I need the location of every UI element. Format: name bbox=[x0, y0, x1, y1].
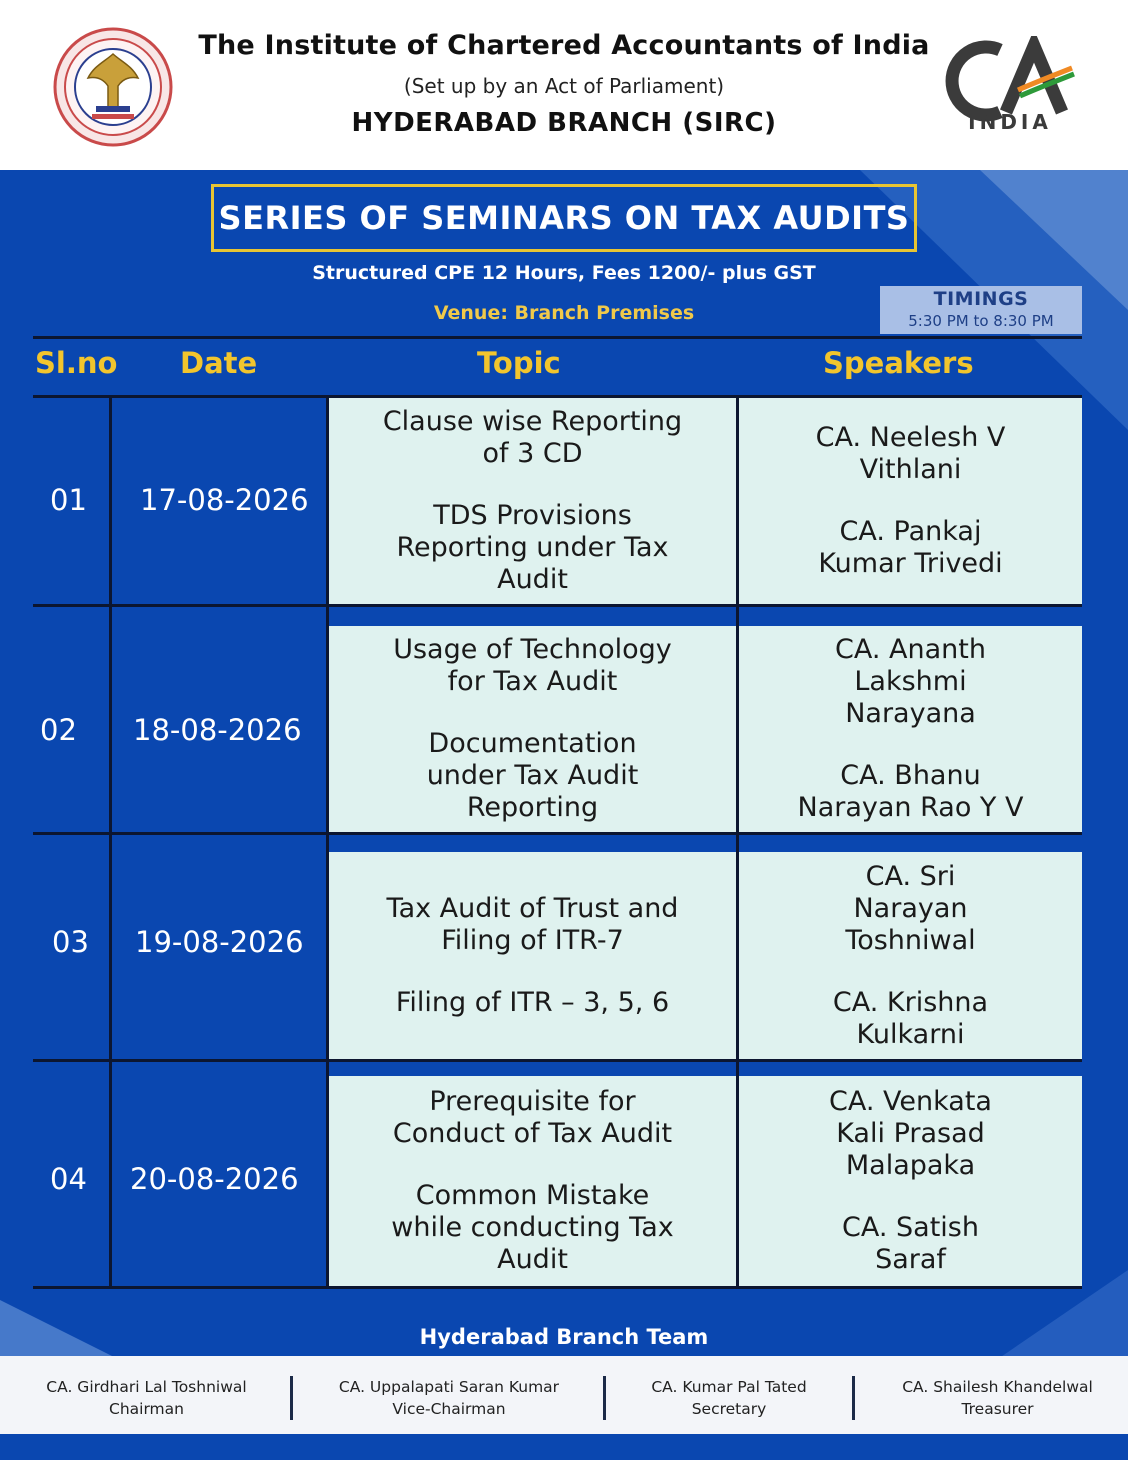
topic-line: Reporting under Tax bbox=[396, 532, 669, 563]
speakers-cell bbox=[739, 1076, 1082, 1286]
member-secretary bbox=[615, 1376, 843, 1420]
topic-cell bbox=[329, 1076, 736, 1286]
speaker-line: Saraf bbox=[875, 1244, 946, 1275]
topic-line: Audit bbox=[497, 1244, 568, 1275]
speaker-line: Toshniwal bbox=[845, 924, 976, 956]
table-rule bbox=[33, 832, 1082, 835]
speaker-line: CA. Krishna bbox=[832, 986, 989, 1018]
timings-box bbox=[880, 286, 1082, 334]
topic-cell bbox=[329, 398, 736, 604]
topic-line: Audit bbox=[497, 564, 568, 595]
topic-line: under Tax Audit bbox=[426, 760, 639, 791]
footer-separator bbox=[290, 1376, 293, 1420]
speaker-line: Narayan Rao Y V bbox=[797, 792, 1024, 823]
ca-india-label: INDIA bbox=[968, 110, 1052, 134]
row-date: 19-08-2026 bbox=[135, 925, 304, 959]
header-topic: Topic bbox=[477, 346, 561, 380]
speaker-line: CA. Ananth bbox=[835, 634, 986, 665]
topic-line: Reporting bbox=[466, 792, 599, 823]
member-role: Treasurer bbox=[961, 1400, 1034, 1418]
member-name: CA. Shailesh Khandelwal bbox=[902, 1378, 1093, 1396]
table-rule bbox=[33, 1059, 1082, 1062]
topic-line: Filing of ITR – 3, 5, 6 bbox=[395, 986, 670, 1018]
title-box bbox=[211, 184, 917, 252]
speaker-line: Malapaka bbox=[845, 1150, 976, 1181]
venue-line: Venue: Branch Premises bbox=[433, 302, 695, 324]
table-top-rule bbox=[33, 336, 1082, 339]
member-name: CA. Uppalapati Saran Kumar bbox=[338, 1378, 560, 1396]
speaker-line: Lakshmi bbox=[854, 666, 967, 697]
footer-separator bbox=[603, 1376, 606, 1420]
topic-line: Clause wise Reporting bbox=[382, 406, 683, 437]
org-subtitle: (Set up by an Act of Parliament) bbox=[403, 74, 725, 98]
member-role: Secretary bbox=[691, 1400, 767, 1418]
speaker-line: Kali Prasad bbox=[836, 1118, 985, 1149]
header-speakers: Speakers bbox=[823, 346, 974, 380]
topic-line: TDS Provisions bbox=[433, 500, 632, 531]
topic-line: Conduct of Tax Audit bbox=[392, 1118, 673, 1149]
speaker-line: CA. Bhanu bbox=[840, 760, 981, 791]
branch-name: HYDERABAD BRANCH (SIRC) bbox=[351, 108, 777, 138]
topic-cell bbox=[329, 852, 736, 1059]
topic-line: Documentation bbox=[428, 728, 637, 759]
member-role: Vice-Chairman bbox=[392, 1400, 506, 1418]
topic-line: while conducting Tax bbox=[391, 1212, 674, 1243]
speaker-line: CA. Neelesh V bbox=[815, 422, 1006, 453]
speaker-line: CA. Satish bbox=[842, 1212, 979, 1243]
row-slno: 01 bbox=[50, 483, 87, 517]
speaker-line: CA. Venkata bbox=[829, 1086, 992, 1117]
speakers-cell bbox=[739, 398, 1082, 604]
org-name: The Institute of Chartered Accountants of India bbox=[198, 30, 930, 61]
member-name: CA. Girdhari Lal Toshniwal bbox=[46, 1378, 247, 1396]
member-vice-chairman bbox=[310, 1376, 588, 1420]
row-date: 17-08-2026 bbox=[140, 483, 309, 517]
speaker-line: Kulkarni bbox=[856, 1018, 965, 1050]
topic-line: Tax Audit of Trust and bbox=[386, 892, 679, 924]
team-title: Hyderabad Branch Team bbox=[419, 1325, 709, 1349]
page-title: SERIES OF SEMINARS ON TAX AUDITS bbox=[218, 199, 910, 237]
icai-emblem-icon bbox=[52, 26, 174, 148]
table-rule bbox=[33, 1286, 1082, 1289]
member-chairman bbox=[20, 1376, 273, 1420]
row-date: 18-08-2026 bbox=[133, 713, 302, 747]
speaker-line: Vithlani bbox=[859, 454, 962, 485]
table-rule bbox=[33, 604, 1082, 607]
topic-line: for Tax Audit bbox=[447, 666, 618, 697]
topic-cell bbox=[329, 626, 736, 832]
speaker-line: Kumar Trivedi bbox=[818, 548, 1003, 579]
topic-line: Usage of Technology bbox=[393, 634, 672, 665]
speakers-cell bbox=[739, 852, 1082, 1059]
topic-line: Prerequisite for bbox=[429, 1086, 636, 1117]
timings-value: 5:30 PM to 8:30 PM bbox=[908, 312, 1054, 330]
member-name: CA. Kumar Pal Tated bbox=[651, 1378, 807, 1396]
cpe-fees-line: Structured CPE 12 Hours, Fees 1200/- plus GST bbox=[312, 262, 816, 284]
speaker-line: Narayan bbox=[853, 892, 968, 924]
footer-separator bbox=[852, 1376, 855, 1420]
topic-line: Filing of ITR-7 bbox=[441, 924, 624, 956]
topic-line: of 3 CD bbox=[482, 438, 583, 469]
member-treasurer bbox=[870, 1376, 1125, 1420]
speaker-line: Narayana bbox=[845, 698, 976, 729]
speaker-line: CA. Pankaj bbox=[839, 516, 982, 547]
row-slno: 03 bbox=[52, 925, 89, 959]
row-date: 20-08-2026 bbox=[130, 1162, 299, 1196]
row-slno: 02 bbox=[40, 713, 77, 747]
row-slno: 04 bbox=[50, 1162, 87, 1196]
bottom-band bbox=[0, 1434, 1128, 1460]
member-role: Chairman bbox=[109, 1400, 184, 1418]
topic-line: Common Mistake bbox=[415, 1180, 650, 1211]
timings-label: TIMINGS bbox=[933, 288, 1029, 310]
header-slno: Sl.no bbox=[35, 346, 118, 380]
speaker-line: CA. Sri bbox=[865, 860, 956, 892]
column-rule bbox=[109, 395, 112, 1289]
header-date: Date bbox=[180, 346, 258, 380]
speakers-cell bbox=[739, 626, 1082, 832]
